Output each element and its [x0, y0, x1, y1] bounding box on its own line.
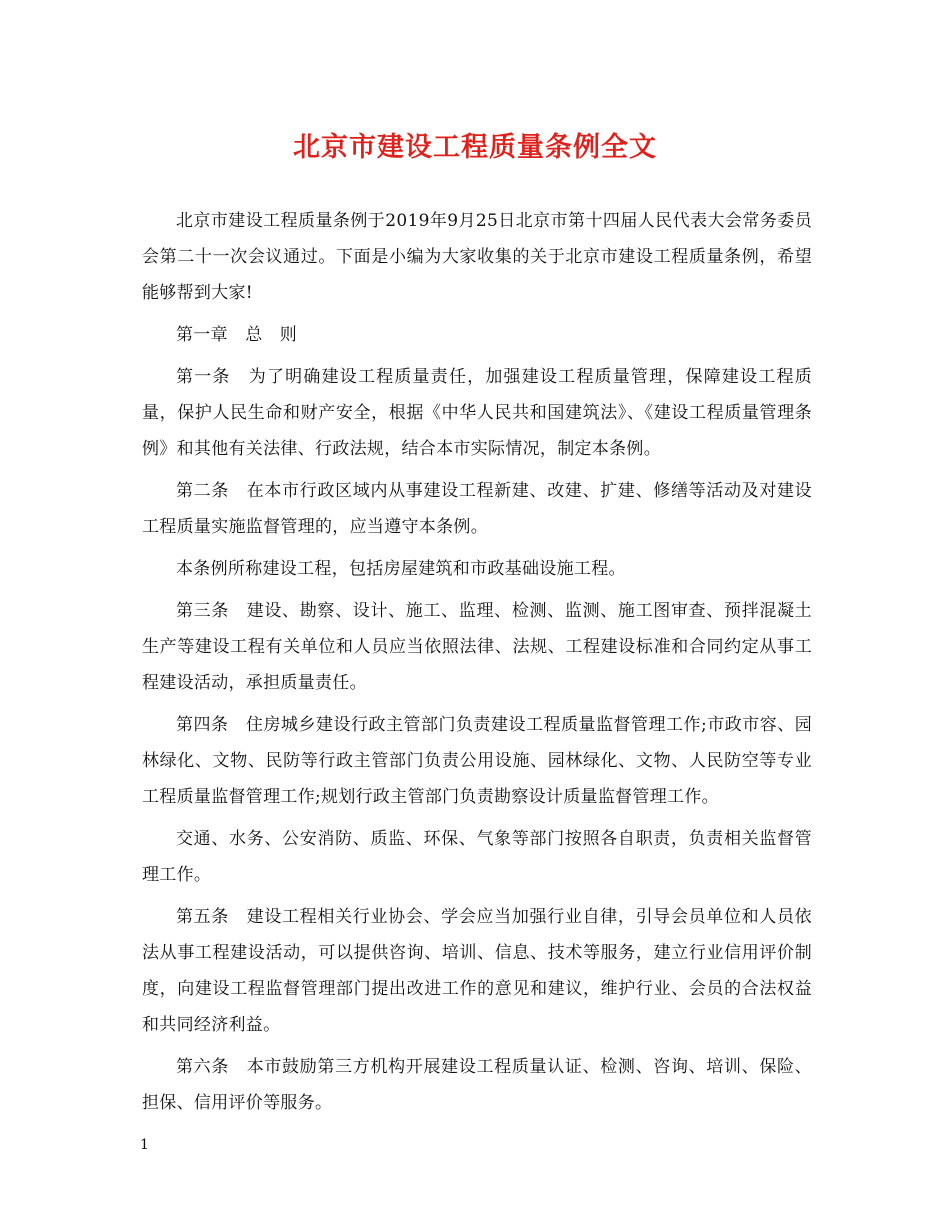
article-6-paragraph: 第六条 本市鼓励第三方机构开展建设工程质量认证、检测、咨询、培训、保险、担保、信用评价等服务。	[142, 1057, 812, 1113]
article-2-paragraph: 第二条 在本市行政区域内从事建设工程新建、改建、扩建、修缮等活动及对建设工程质量实施监督管理的，应当遵守本条例。	[142, 481, 812, 537]
document-body	[142, 203, 812, 1127]
document-title: 北京市建设工程质量条例全文	[293, 132, 657, 163]
article-4-departments-paragraph: 交通、水务、公安消防、质监、环保、气象等部门按照各自职责，负责相关监督管理工作。	[142, 829, 812, 885]
intro-paragraph: 北京市建设工程质量条例于2019年9月25日北京市第十四届人民代表大会常务委员会第二十一次会议通过。下面是小编为大家收集的关于北京市建设工程质量条例，希望能够帮到大家!	[142, 211, 812, 303]
article-2-scope-paragraph: 本条例所称建设工程，包括房屋建筑和市政基础设施工程。	[176, 559, 626, 579]
article-3-paragraph: 第三条 建设、勘察、设计、施工、监理、检测、监测、施工图审查、预拌混凝土生产等建设工程有关单位和人员应当依照法律、法规、工程建设标准和合同约定从事工程建设活动，承担质量责任。	[142, 601, 812, 693]
chapter-heading: 第一章 总 则	[176, 325, 298, 345]
article-5-paragraph: 第五条 建设工程相关行业协会、学会应当加强行业自律，引导会员单位和人员依法从事工程建设活动，可以提供咨询、培训、信息、技术等服务，建立行业信用评价制度，向建设工程监督管理部门提出改进工作的意见和建议，维护行业、会员的合法权益和共同经济利益。	[142, 907, 812, 1035]
article-4-paragraph: 第四条 住房城乡建设行政主管部门负责建设工程质量监督管理工作;市政市容、园林绿化、文物、民防等行政主管部门负责公用设施、园林绿化、文物、人民防空等专业工程质量监督管理工作;规划行政主管部门负责勘察设计质量监督管理工作。	[142, 715, 812, 807]
article-1-paragraph: 第一条 为了明确建设工程质量责任，加强建设工程质量管理，保障建设工程质量，保护人民生命和财产安全，根据《中华人民共和国建筑法》、《建设工程质量管理条例》和其他有关法律、行政法规，结合本市实际情况，制定本条例。	[142, 367, 812, 459]
page-number: 1	[140, 1137, 149, 1153]
